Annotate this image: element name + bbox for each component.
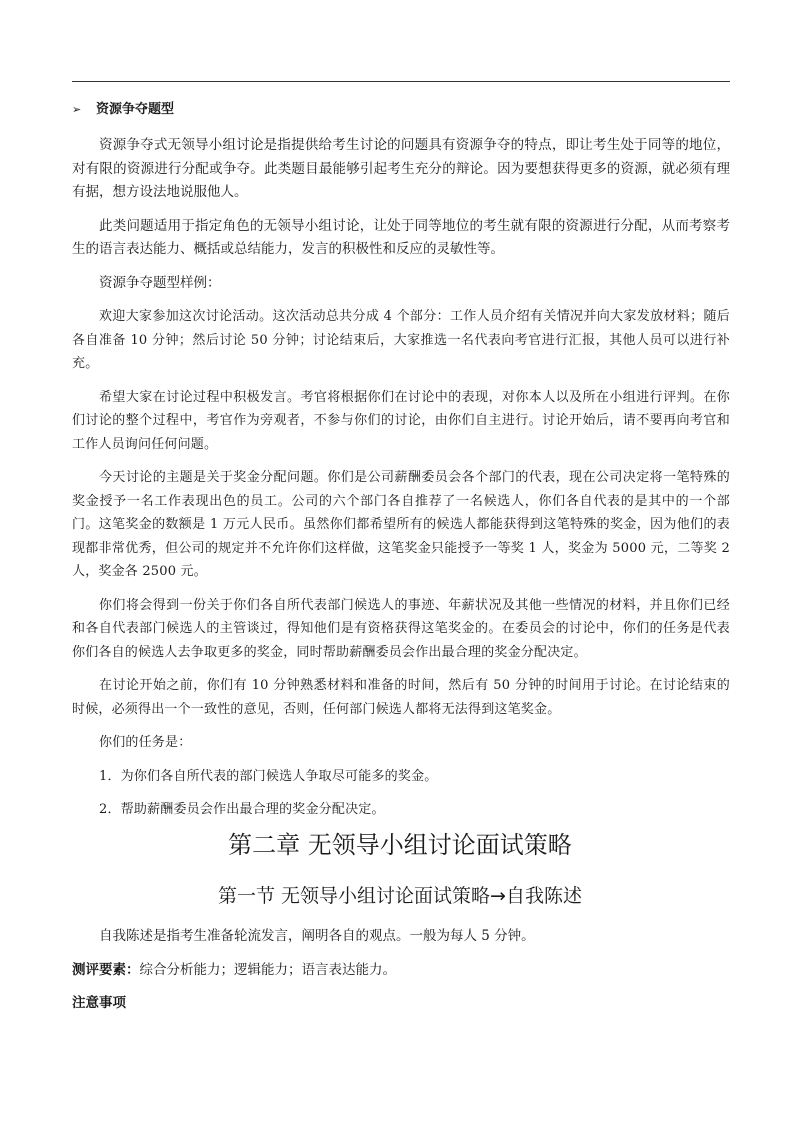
example-label: 资源争夺题型样例： xyxy=(99,274,221,291)
eval-label: 测评要素： xyxy=(72,961,140,978)
arrow-bullet-icon: ➢ xyxy=(72,103,82,116)
example-paragraph-5: 在讨论开始之前，你们有 10 分钟熟悉材料和准备的时间，然后有 50 分钟的时间用于讨论。在讨论结束的时候，必须得出一个一致性的意见，否则，任何部门候选人都将无法得到这笔奖金。 xyxy=(72,678,730,717)
eval-text: 综合分析能力；逻辑能力；语言表达能力。 xyxy=(139,961,396,978)
example-paragraph-1: 欢迎大家参加这次讨论活动。这次活动总共分成 4 个部分：工作人员介绍有关情况并向大家发放材料；随后各自准备 10 分钟；然后讨论 50 分钟；讨论结束后，大家推选一名代表向考官进行汇报，其他人员可以进行补充。 xyxy=(72,309,730,371)
task-item-2: 2．帮助薪酬委员会作出最合理的奖金分配决定。 xyxy=(99,802,385,817)
section-body xyxy=(72,925,730,1026)
page-body xyxy=(72,98,730,832)
example-paragraph-3: 今天讨论的主题是关于奖金分配问题。你们是公司薪酬委员会各个部门的代表，现在公司决定将一笔特殊的奖金授予一名工作表现出色的员工。公司的六个部门各自推荐了一名候选人，你们各自代表的是其中的一个部门。这笔奖金的数额是 1 万元人民币。虽然你们都希望所有的候选人都能获得到这笔特殊的奖金，因为他们的表现都非常优秀，但公司的规定并不允许你们这样做，这笔奖金只能授予一等奖 1 人，奖金为 5000 元，二等奖 2 人，奖金各 2500 元。 xyxy=(72,470,730,579)
task-item-1: 1．为你们各自所代表的部门候选人争取尽可能多的奖金。 xyxy=(99,768,438,784)
example-paragraph-2: 希望大家在讨论过程中积极发言。考官将根据你们在讨论中的表现，对你本人以及所在小组进行评判。在你们讨论的整个过程中，考官作为旁观者，不参与你们的讨论，由你们自主进行。讨论开始后，请不要再向考官和工作人员询问任何问题。 xyxy=(72,389,730,452)
chapter-title: 第二章 无领导小组讨论面试策略 xyxy=(228,831,572,859)
header-rule xyxy=(72,81,730,82)
section-heading xyxy=(72,98,730,122)
section-title: 第一节 无领导小组讨论面试策略→自我陈述 xyxy=(218,885,582,907)
paragraph-2: 此类问题适用于指定角色的无领导小组讨论，让处于同等地位的考生就有限的资源进行分配，从而考察考生的语言表达能力、概括或总结能力，发言的积极性和反应的灵敏性等。 xyxy=(72,217,730,257)
example-paragraph-4: 你们将会得到一份关于你们各自所代表部门候选人的事迹、年薪状况及其他一些情况的材料，并且你们已经和各自代表部门候选人的主管谈过，得知他们是有资格获得这笔奖金的。在委员会的讨论中，你们的任务是代表你们各自的候选人去争取更多的奖金，同时帮助薪酬委员会作出最合理的奖金分配决定。 xyxy=(72,597,730,660)
section-heading-text: 资源争夺题型 xyxy=(96,102,175,117)
intro-paragraph: 自我陈述是指考生准备轮流发言，阐明各自的观点。一般为每人 5 分钟。 xyxy=(99,928,535,944)
paragraph-1: 资源争夺式无领导小组讨论是指提供给考生讨论的问题具有资源争夺的特点，即让考生处于同等的地位，对有限的资源进行分配或争夺。此类题目最能够引起考生充分的辩论。因为要想获得更多的资源，就必须有理有据，想方设法地说服他人。 xyxy=(72,137,730,200)
eval-line xyxy=(72,959,730,983)
notes-heading: 注意事项 xyxy=(72,995,126,1011)
tasks-label: 你们的任务是： xyxy=(99,735,192,750)
